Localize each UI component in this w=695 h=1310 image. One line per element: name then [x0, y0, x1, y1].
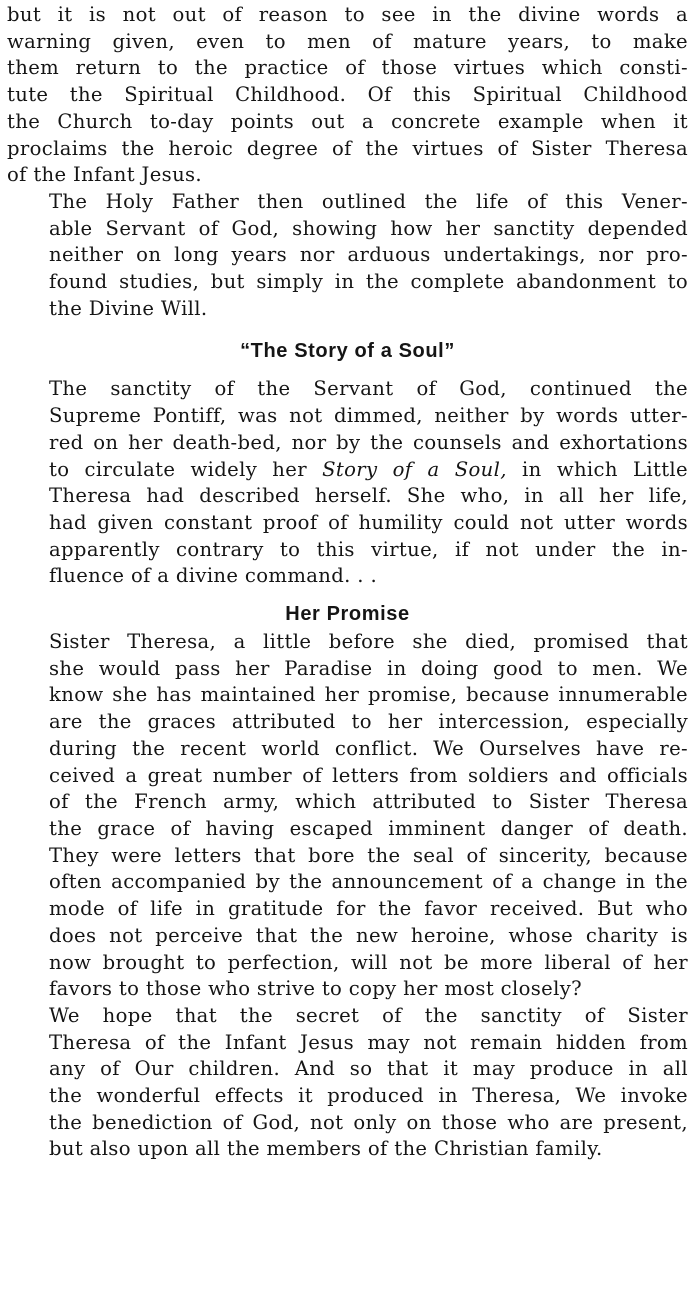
text-line: favors to those who strive to copy her most closely? [49, 977, 582, 1001]
text-segment: in which Little [506, 457, 688, 481]
text-line: the Divine Will. [49, 296, 208, 320]
text-line: Theresa had described herself. She who, in all her life, [49, 484, 688, 508]
text-line: fluence of a divine command. . . [49, 564, 378, 588]
section-heading-story-of-a-soul: “The Story of a Soul” [240, 340, 455, 363]
text-line: them return to the practice of those virtues which consti- [7, 56, 688, 80]
text-line: Supreme Pontiff, was not dimmed, neither by words utter- [49, 404, 688, 428]
text-line: Sister Theresa, a little before she died, promised that [49, 630, 688, 654]
text-line: the wonderful effects it produced in Theresa, We invoke [49, 1084, 688, 1108]
text-line: We hope that the secret of the sanctity of Sister [49, 1003, 688, 1027]
text-line: but it is not out of reason to see in the divine words a [7, 3, 688, 26]
text-line: of the French army, which attributed to Sister Theresa [49, 790, 688, 814]
text-line: found studies, but simply in the complete abandonment to [49, 270, 688, 294]
text-line: the Church to-day points out a concrete example when it [7, 109, 688, 133]
text-line: during the recent world conflict. We Ourselves have re- [49, 736, 688, 760]
text-line: The Holy Father then outlined the life of this Vener- [49, 189, 688, 213]
text-line: red on her death-bed, nor by the counsels and exhortations [49, 430, 688, 454]
text-line: now brought to perfection, will not be more liberal of her [49, 950, 688, 974]
text-line: tute the Spiritual Childhood. Of this Spiritual Childhood [7, 83, 688, 107]
paragraph-benediction [7, 1003, 688, 1163]
text-line: warning given, even to men of mature years, to make [7, 29, 688, 53]
text-line: the grace of having escaped imminent danger of death. [49, 816, 688, 840]
book-title: Story of a Soul, [322, 457, 507, 481]
text-line: any of Our children. And so that it may produce in all [49, 1057, 688, 1081]
text-line: often accompanied by the announcement of a change in the [49, 870, 688, 894]
text-line: able Servant of God, showing how her sanctity depended [49, 216, 688, 240]
text-line: neither on long years nor arduous undertakings, nor pro- [49, 243, 688, 267]
text-line: but also upon all the members of the Christian family. [49, 1137, 603, 1161]
text-line: know she has maintained her promise, because innumerable [49, 683, 688, 707]
text-line: apparently contrary to this virtue, if not under the in- [49, 537, 688, 561]
text-line: the benediction of God, not only on those who are present, [49, 1110, 688, 1134]
paragraph-story-of-a-soul [7, 376, 688, 590]
section-heading-her-promise: Her Promise [285, 603, 410, 626]
text-line: Theresa of the Infant Jesus may not remain hidden from [49, 1030, 688, 1054]
text-line: ceived a great number of letters from soldiers and officials [49, 763, 688, 787]
text-line-with-title [7, 457, 688, 484]
text-segment: to circulate widely her [49, 457, 323, 481]
text-line: They were letters that bore the seal of sincerity, because [49, 843, 688, 867]
text-line: are the graces attributed to her intercession, especially [49, 710, 688, 734]
paragraph-holy-father [7, 189, 688, 323]
text-line: she would pass her Paradise in doing good to men. We [49, 656, 688, 680]
text-line: mode of life in gratitude for the favor received. But who [49, 897, 688, 921]
text-line: does not perceive that the new heroine, whose charity is [49, 923, 688, 947]
text-line: of the Infant Jesus. [7, 163, 203, 187]
paragraph-spiritual-childhood [7, 2, 688, 189]
paragraph-her-promise [7, 629, 688, 1003]
text-line: had given constant proof of humility could not utter words [49, 510, 688, 534]
text-line: proclaims the heroic degree of the virtues of Sister Theresa [7, 136, 688, 160]
text-line: The sanctity of the Servant of God, continued the [49, 377, 688, 401]
